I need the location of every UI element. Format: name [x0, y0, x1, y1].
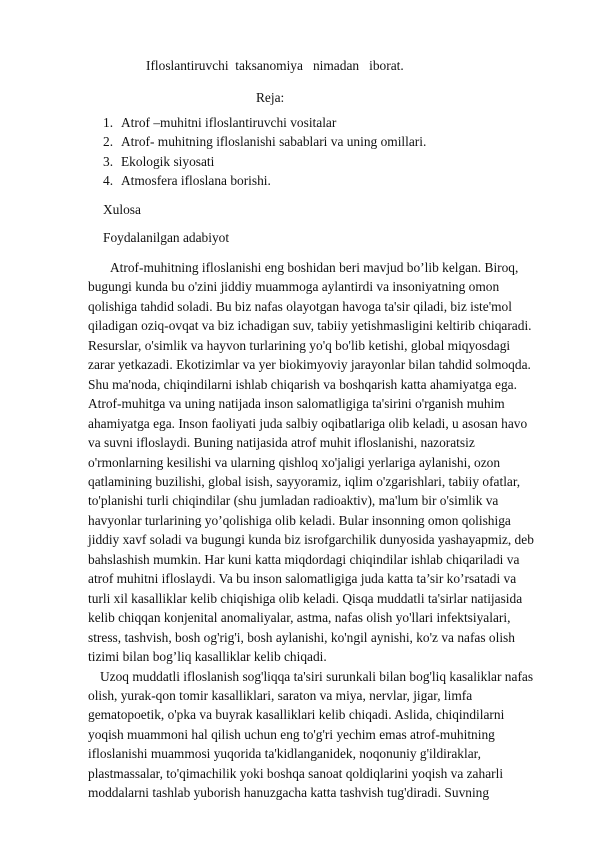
plan-item-text: Ekologik siyosati — [121, 153, 215, 169]
paragraph-1 — [88, 258, 558, 667]
text-line: va suvni ifloslaydi. Buning natijasida atrof muhit ifloslanishi, nazoratsiz — [88, 435, 475, 451]
text-line: Atrof-muhitning ifloslanishi eng boshidan beri mavjud bo’lib kelgan. Biroq, — [110, 260, 519, 275]
text-line: Shu ma'noda, chiqindilarni ishlab chiqarish va boshqarish katta ahamiyatga ega. — [88, 376, 517, 392]
text-line: moddalarni tashlab yuborish hanuzgacha katta tashvish tug'diradi. Suvning — [88, 785, 490, 801]
text-line: olish, yurak-qon tomir kasalliklari, saraton va miya, nervlar, jigar, limfa — [88, 687, 473, 703]
text-line: Atrof-muhitga va uning natijada inson salomatligiga ta'sirini o'rganish muhim — [88, 396, 505, 412]
plan-item-number: 2. — [103, 134, 114, 150]
text-line: bahslashish mumkin. Har kuni katta miqdordagi chiqindilar ishlab chiqariladi va — [88, 551, 520, 567]
text-line: plastmassalar, to'qimachilik yoki boshqa sanoat qoldiqlarini yoqish va zaharli — [88, 765, 504, 781]
text-line: ifloslanishi muammosi yuqorida ta'kidlanganidek, noqonuniy g'ildiraklar, — [88, 746, 481, 762]
text-line: turli xil kasalliklar kelib chiqishiga olib keladi. Qisqa muddatli ta'sirlar natijasida — [88, 590, 523, 606]
plan-item-text: Atmosfera ifloslana borishi. — [121, 173, 271, 189]
plan-item — [103, 132, 426, 151]
conclusion-heading: Xulosa — [103, 202, 141, 217]
plan-item-number: 3. — [103, 153, 114, 169]
text-line: kelib chiqqan konjenital anomaliyalar, astma, nafas olish yo'llari infektsiyalari, — [88, 610, 511, 626]
plan-item — [103, 171, 426, 190]
text-line: o'rmonlarning kesilishi va ularning qishloq xo'jaligi yerlariga aylanishi, ozon — [88, 454, 501, 470]
text-line: ahamiyatga ega. Inson faoliyati juda salbiy oqibatlariga olib keladi, u asosan havo — [88, 415, 528, 431]
text-line: atrof muhitni ifloslaydi. Va bu inson salomatligiga juda katta ta’sir ko’rsatadi va — [88, 571, 517, 587]
references-heading: Foydalanilgan adabiyot — [103, 230, 230, 245]
text-line: stress, tashvish, bosh og'rig'i, bosh aylanishi, ko'ngil aynishi, ko'z va nafas olish — [88, 629, 515, 645]
text-line: qiladigan oziq-ovqat va biz ichadigan suv, tabiiy yetishmasligini keltirib chiqaradi. — [88, 318, 532, 334]
text-line: Resurslar, o'simlik va hayvon turlarining yo'q bo'lib ketishi, global miqyosdagi — [88, 337, 511, 353]
plan-item — [103, 152, 426, 171]
text-line: tizimi bilan bog’liq kasalliklar kelib chiqadi. — [88, 649, 327, 665]
text-line: gematopoetik, o'pka va buyrak kasalliklari kelib chiqadi. Aslida, chiqindilarni — [88, 707, 505, 723]
plan-item-number: 1. — [103, 115, 114, 130]
plan-item — [103, 113, 426, 132]
text-line: yoqish muammoni hal qilish uchun eng to'g'ri yechim emas atrof-muhitning — [88, 726, 495, 742]
plan-item-number: 4. — [103, 173, 114, 189]
text-line: qatlamining buzilishi, global isish, sayyoramiz, iqlim o'zgarishlari, tabiiy ofatlar, — [88, 473, 521, 489]
plan-item-text: Atrof- muhitning ifloslanishi sabablari va uning omillari. — [121, 134, 427, 150]
text-line: jiddiy xavf soladi va bugungi kunda biz isrofgarchilik dunyosida yashayapmiz, deb — [88, 532, 534, 548]
page-title: Ifloslantiruvchi taksanomiya nimadan iborat. — [146, 58, 404, 73]
paragraph-2 — [88, 667, 558, 803]
text-line: zarar yetkazadi. Ekotizimlar va yer biokimyoviy jarayonlar bilan tahdid solmoqda. — [88, 357, 531, 373]
text-line: bugungi kunda bu o'zini jiddiy muammoga aylantirdi va insoniyatning omon — [88, 279, 500, 295]
text-line: to'planishi turli chiqindilar (shu jumladan radioaktiv), ma'lum bir o'simlik va — [88, 493, 499, 509]
text-line: qolishiga tahdid soladi. Bu biz nafas olayotgan havoga ta'sir qiladi, biz iste'mol — [88, 298, 512, 314]
text-line: havyonlar turlarining yo’qolishiga olib keladi. Bular insonning omon qolishiga — [88, 512, 511, 528]
plan-item-text: Atrof –muhitni ifloslantiruvchi vositalar — [121, 115, 337, 130]
text-line: Uzoq muddatli ifloslanish sog'liqqa ta'siri surunkali bilan bog'liq kasaliklar nafas — [100, 668, 534, 684]
plan-heading: Reja: — [256, 90, 285, 105]
body-text — [88, 258, 558, 803]
plan-list — [103, 113, 426, 191]
